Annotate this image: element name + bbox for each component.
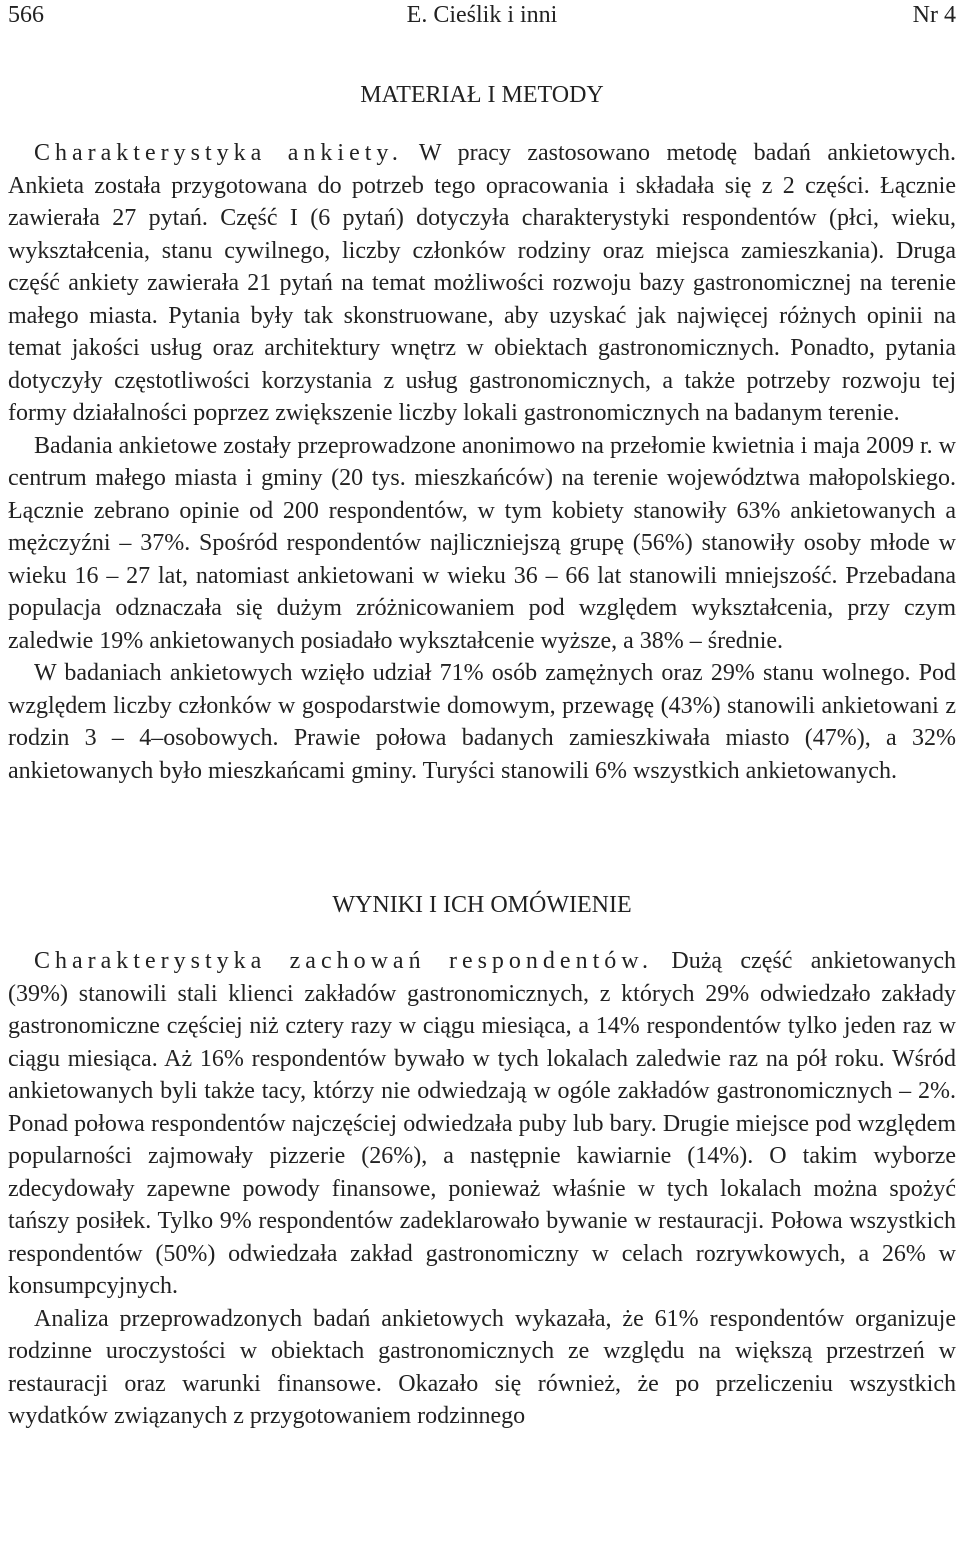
paragraph-lead-spaced: Charakterystyka zachowań respondentów. xyxy=(34,948,654,974)
section-heading-results: WYNIKI I ICH OMÓWIENIE xyxy=(332,892,632,918)
paragraph-results-2: Analiza przeprowadzonych badań ankietowych wykazała, że 61% respondentów organizuje rodzinne uroczystości w obiektach gastronomicznych ze względu na większą przestrzeń w restauracji oraz warunki finansowe. Okazało się również, że po przeliczeniu wszystkich wydatków związanych z przygotowaniem rodzinnego xyxy=(8,1305,956,1429)
paragraph-lead-spaced: Charakterystyka ankiety. xyxy=(34,140,403,166)
paragraph-results-1 xyxy=(8,945,956,1303)
paragraph-text: W pracy zastosowano metodę badań ankietowych. Ankieta została przygotowana do potrzeb tego opracowania i składała się z 2 części. Łącznie zawierała 27 pytań. Część I (6 pytań) dotyczyła charakterystyki respondentów (płci, wieku, wykształcenia, stanu cywilnego, liczby członków rodziny oraz miejsca zamieszkania). Druga część ankiety zawierała 21 pytań na temat możliwości rozwoju bazy gastronomicznej na terenie małego miasta. Pytania były tak skonstruowane, aby uzyskać jak najwięcej różnych opinii na temat jakości usług oraz architektury wnętrz w obiektach gastronomicznych. Ponadto, pytania dotyczyły częstotliwości korzystania z usług gastronomicznych, a także potrzeby rozwoju tej formy działalności poprzez zwiększenie liczby lokali gastronomicznych na badanym terenie. xyxy=(8,140,956,426)
paragraph-methods-2: Badania ankietowe zostały przeprowadzone anonimowo na przełomie kwietnia i maja 2009 r. w centrum małego miasta i gminy (20 tys. mieszkańców) na terenie województwa małopolskiego. Łącznie zebrano opinie od 200 respondentów, w tym kobiety stanowiły 63% ankietowanych a mężczyźni – 37%. Spośród respondentów najliczniejszą grupę (56%) stanowiły osoby młode w wieku 16 – 27 lat, natomiast ankietowani w wieku 36 – 66 lat stanowili mniejszość. Przebadana populacja odznaczała się dużym zróżnicowaniem pod względem wykształcenia, przy czym zaledwie 19% ankietowanych posiadało wykształcenie wyższe, a 38% – średnie. xyxy=(8,432,956,654)
paragraph-methods-1 xyxy=(8,137,956,430)
section-heading-methods: MATERIAŁ I METODY xyxy=(360,82,604,108)
paragraph-methods-3: W badaniach ankietowych wzięło udział 71% osób zamężnych oraz 29% stanu wolnego. Pod względem liczby członków w gospodarstwie domowym, przewagę (43%) stanowili ankietowani z rodzin 3 – 4–osobowych. Prawie połowa badanych zamieszkiwała miasto (47%), a 32% ankietowanych było mieszkańcami gminy. Turyści stanowili 6% wszystkich ankietowanych. xyxy=(8,660,956,784)
issue-number: Nr 4 xyxy=(912,2,956,28)
page-number: 566 xyxy=(8,2,44,28)
paragraph-text: Dużą część ankietowanych (39%) stanowili stali klienci zakładów gastronomicznych, z których 29% odwiedzało zakłady gastronomiczne częściej niż cztery razy w ciągu miesiąca, a 14% respondentów tylko jeden raz w ciągu miesiąca. Aż 16% respondentów bywało w tych lokalach zaledwie raz na pół roku. Wśród ankietowanych byli także tacy, którzy nie odwiedzają w ogóle zakładów gastronomicznych – 2%. Ponad połowa respondentów najczęściej odwiedzała puby lub bary. Drugie miejsce pod względem popularności zajmowały pizzerie (26%), a następnie kawiarnie (14%). O takim wyborze zdecydowały zapewne powody finansowe, ponieważ właśnie w tych lokalach można spożyć tańszy posiłek. Tylko 9% respondentów zadeklarowało bywanie w restauracji. Połowa wszystkich respondentów (50%) odwiedzała zakład gastronomiczny w celach rozrywkowych, a 26% w konsumpcyjnych. xyxy=(8,948,956,1299)
running-head-authors: E. Cieślik i inni xyxy=(406,2,558,28)
running-head xyxy=(8,0,956,34)
